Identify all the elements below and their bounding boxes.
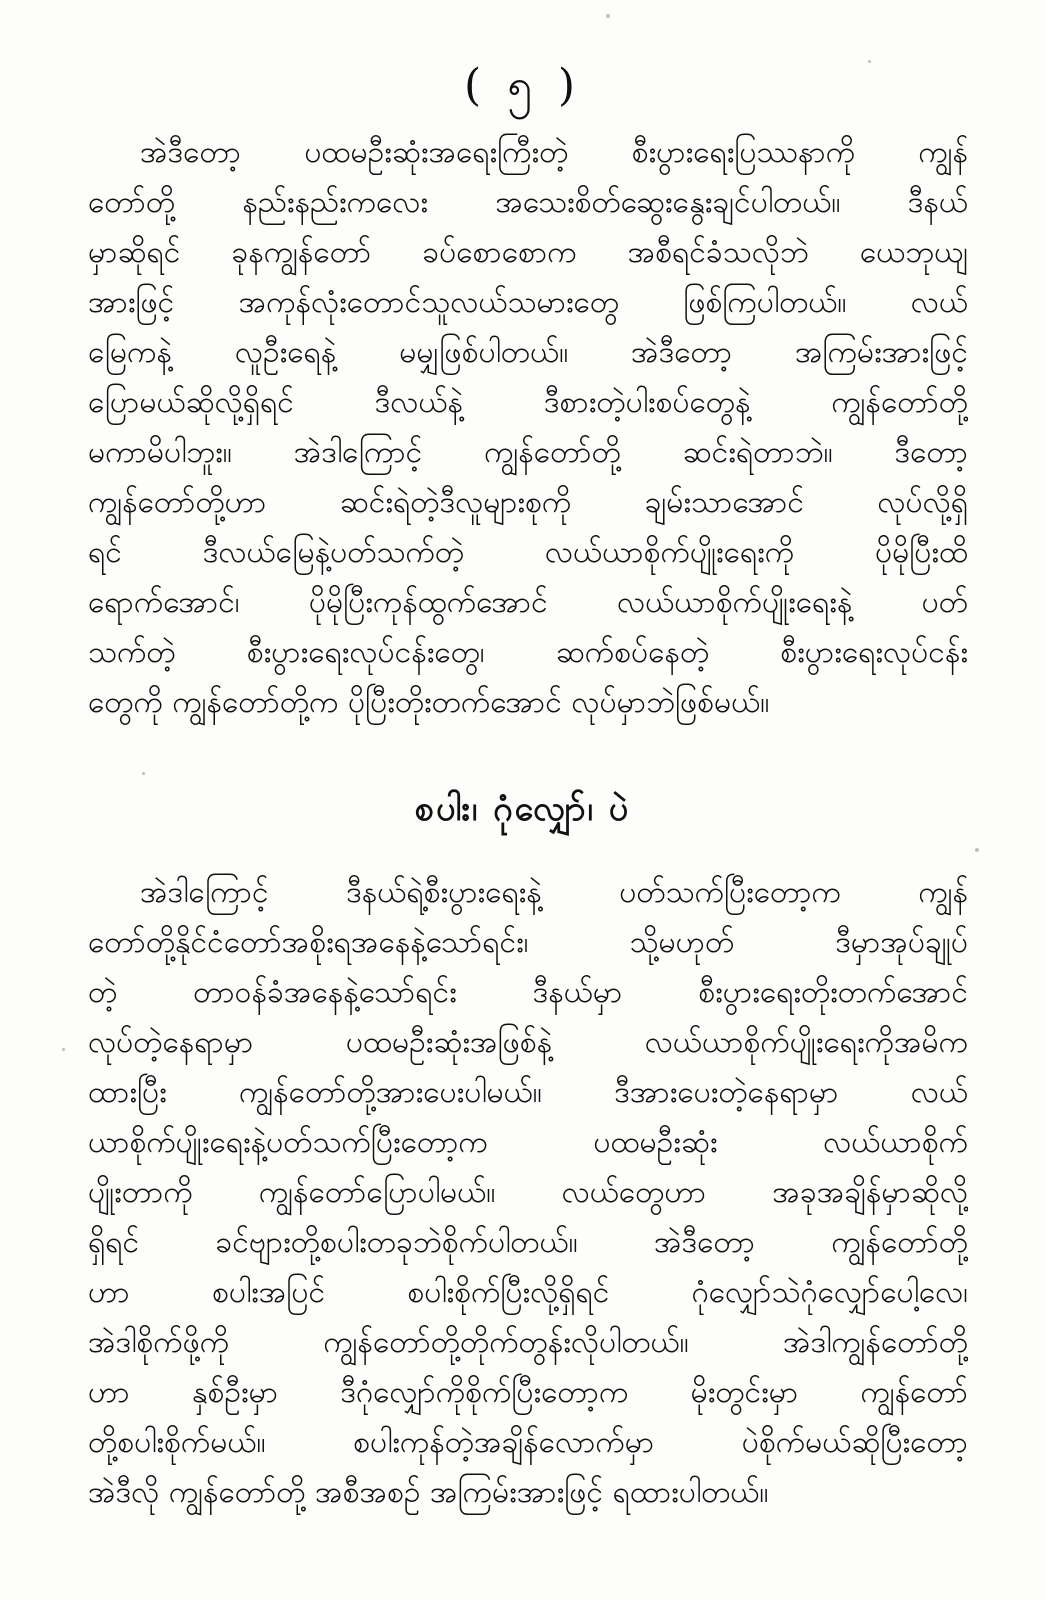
paragraph-line: အဲဒါကြောင့် ဒီနယ်ရဲ့စီးပွားရေးနဲ့ ပတ်သက်ပြီးတော့က ကျွန် <box>140 875 968 910</box>
paragraph-line: ရောက်အောင်၊ ပိုမိုပြီးကုန်ထွက်အောင် လယ်ယာစိုက်ပျိုးရေးနဲ့ ပတ် <box>88 585 968 620</box>
paragraph-line: တော်တို့နိုင်ငံတော်အစိုးရအနေနဲ့သော်ရင်း၊ သို့မဟုတ် ဒီမှာအုပ်ချုပ် <box>88 925 968 960</box>
paragraph-line: ထားပြီး ကျွန်တော်တို့အားပေးပါမယ်။ ဒီအားပေးတဲ့နေရာမှာ လယ် <box>88 1075 968 1110</box>
scan-speck <box>606 14 610 18</box>
paragraph-line: ကျွန်တော်တို့ဟာ ဆင်းရဲတဲ့ဒီလူများစုကို ချမ်းသာအောင် လုပ်လို့ရှိ <box>88 485 968 520</box>
scan-speck <box>62 1048 65 1051</box>
paragraph-line: ဟာ စပါးအပြင် စပါးစိုက်ပြီးလို့ရှိရင် ဂုံလျှော်သဲဂုံလျှော်ပေါ့လေ၊ <box>88 1275 968 1310</box>
paragraph-line: မကာမိပါဘူး။ အဲဒါကြောင့် ကျွန်တော်တို့ ဆင်းရဲတာဘဲ။ ဒီတော့ <box>88 435 968 470</box>
paragraph-line: မှာဆိုရင် ခုနကျွန်တော် ခပ်စောစောက အစီရင်ခံသလိုဘဲ ယေဘုယျ <box>88 235 968 270</box>
paragraph-line: သက်တဲ့ စီးပွားရေးလုပ်ငန်းတွေ၊ ဆက်စပ်နေတဲ့ စီးပွားရေးလုပ်ငန်း <box>88 635 968 670</box>
paragraph-line: တို့စပါးစိုက်မယ်။ စပါးကုန်တဲ့အချိန်လောက်မှာ ပဲစိုက်မယ်ဆိုပြီးတော့ <box>88 1425 968 1460</box>
paragraph-line: ဟာ နှစ်ဦးမှာ ဒီဂုံလျှော်ကိုစိုက်ပြီးတော့က မိုးတွင်းမှာ ကျွန်တော် <box>88 1375 968 1410</box>
section-heading: စပါး၊ ဂုံလျှော်၊ ပဲ <box>414 789 631 829</box>
paragraph-line: ပြောမယ်ဆိုလို့ရှိရင် ဒီလယ်နဲ့ ဒီစားတဲ့ပါးစပ်တွေနဲ့ ကျွန်တော်တို့ <box>88 385 968 420</box>
paragraph-line: မြေကနဲ့ လူဦးရေနဲ့ မမျှဖြစ်ပါတယ်။ အဲဒီတော့ အကြမ်းအားဖြင့် <box>88 335 968 370</box>
paragraph-line: တော်တို့ နည်းနည်းကလေး အသေးစိတ်ဆွေးနွေးချင်ပါတယ်။ ဒီနယ် <box>88 185 968 220</box>
paragraph-line: အဲဒါစိုက်ဖို့ကို ကျွန်တော်တို့တိုက်တွန်းလိုပါတယ်။ အဲဒါကျွန်တော်တို့ <box>88 1325 968 1360</box>
paragraph-line: အဲဒီတော့ ပထမဦးဆုံးအရေးကြီးတဲ့ စီးပွားရေးပြဿနာကို ကျွန် <box>140 135 968 170</box>
scan-speck <box>975 848 979 852</box>
paragraph-line: ရှိရင် ခင်ဗျားတို့စပါးတခုဘဲစိုက်ပါတယ်။ အဲဒီတော့ ကျွန်တော်တို့ <box>88 1225 968 1260</box>
scan-speck <box>142 772 145 775</box>
paragraph-line: အားဖြင့် အကုန်လုံးတောင်သူလယ်သမားတွေ ဖြစ်ကြပါတယ်။ လယ် <box>88 285 968 320</box>
paragraph-line: ရင် ဒီလယ်မြေနဲ့ပတ်သက်တဲ့ လယ်ယာစိုက်ပျိုးရေးကို ပိုမိုပြီးထိ <box>88 535 968 570</box>
paragraph-line: တွေကို ကျွန်တော်တို့က ပိုပြီးတိုးတက်အောင် လုပ်မှာဘဲဖြစ်မယ်။ <box>88 685 770 720</box>
paragraph-2 <box>88 868 968 1518</box>
paragraph-line: တဲ့ တာဝန်ခံအနေနဲ့သော်ရင်း ဒီနယ်မှာ စီးပွားရေးတိုးတက်အောင် <box>88 975 968 1010</box>
page-number: ( ၅ ) <box>463 60 582 111</box>
paragraph-line: ပျိုးတာကို ကျွန်တော်ပြောပါမယ်။ လယ်တွေဟာ အခုအချိန်မှာဆိုလို့ <box>88 1175 968 1210</box>
paragraph-line: လုပ်တဲ့နေရာမှာ ပထမဦးဆုံးအဖြစ်နဲ့ လယ်ယာစိုက်ပျိုးရေးကိုအမိက <box>88 1025 968 1060</box>
paragraph-line: ယာစိုက်ပျိုးရေးနဲ့ပတ်သက်ပြီးတော့က ပထမဦးဆုံး လယ်ယာစိုက် <box>88 1125 968 1160</box>
paragraph-line: အဲဒီလို ကျွန်တော်တို့ အစီအစဉ် အကြမ်းအားဖြင့် ရထားပါတယ်။ <box>88 1475 769 1510</box>
paragraph-1 <box>88 128 968 728</box>
